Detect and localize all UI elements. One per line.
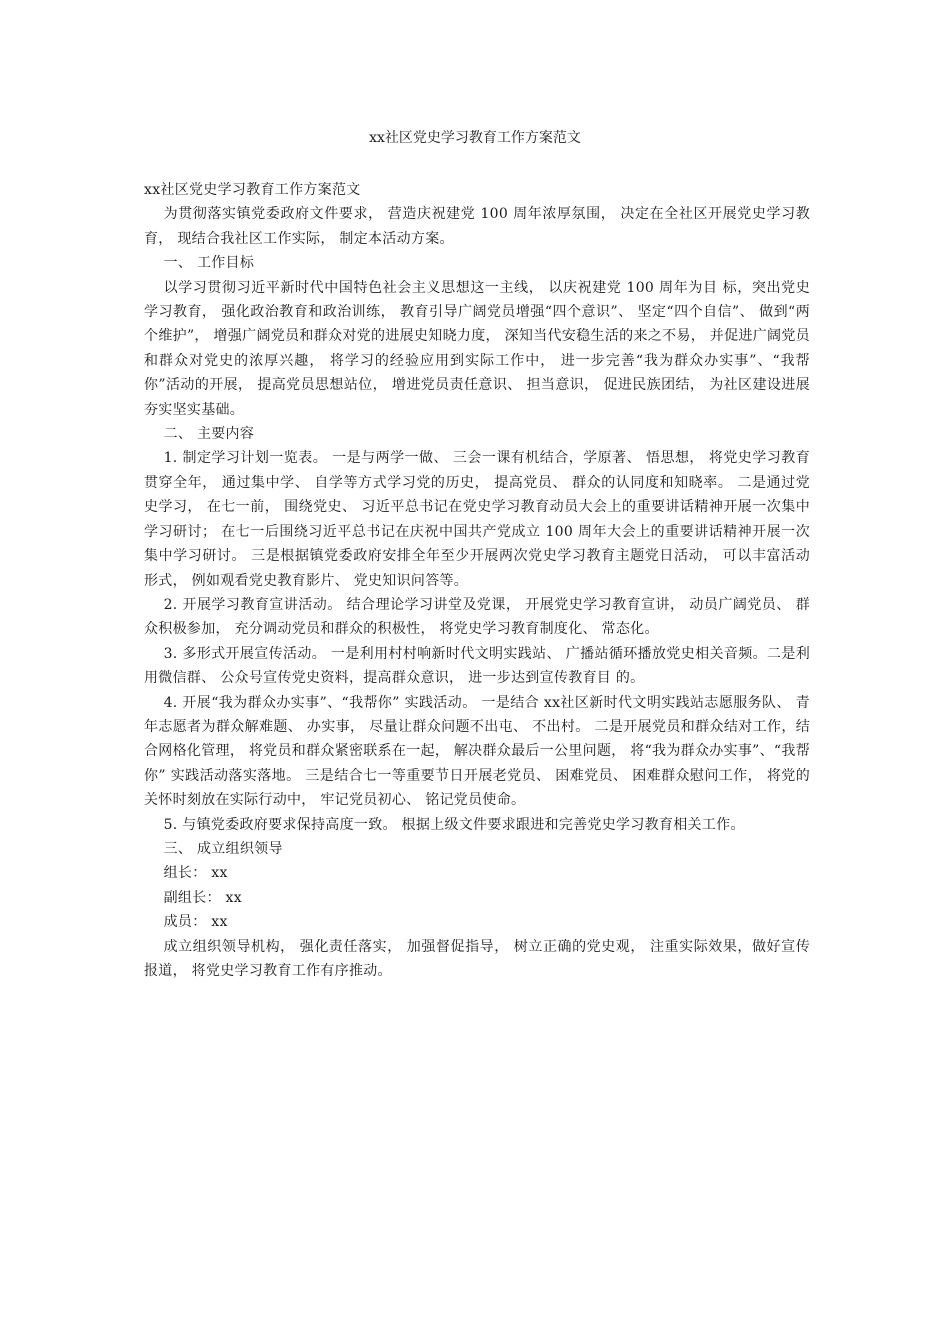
section-heading-organization: 三、 成立组织领导 bbox=[163, 840, 283, 857]
content-item-4: 4. 开展“我为群众办实事”、“我帮你” 实践活动。 一是结合 xx社区新时代文明实践站志愿服务队、 青年志愿者为群众解难题、 办实事， 尽量让群众问题不出屯、 不出村。 二是开展党员和群众结对工作，结合网格化管理， 将党员和群众紧密联系在一起， 解决群众最后一公里问题， 将“我为群众办实事”、“我帮你” 实践活动落实落地。 三是结合七一等重要节日开展老党员、 困难党员、 困难群众慰问工作， 将党的关怀时刻放在实际行动中， 牢记党员初心、 铭记党员使命。 bbox=[144, 694, 810, 809]
document-subtitle: xx社区党史学习教育工作方案范文 bbox=[144, 182, 361, 198]
closing-paragraph: 成立组织领导机构， 强化责任落实， 加强督促指导， 树立正确的党史观， 注重实际效果，做好宣传报道， 将党史学习教育工作有序推动。 bbox=[144, 938, 810, 979]
section-heading-content: 二、 主要内容 bbox=[163, 426, 255, 443]
members-line: 成员： xx bbox=[163, 914, 228, 931]
content-item-1: 1. 制定学习计划一览表。 一是与两学一做、 三会一课有机结合，学原著、 悟思想， 将党史学习教育贯穿全年， 通过集中学、 自学等方式学习党的历史， 提高党员、 群众的认同度和知晓率。 二是通过党史学习， 在七一前， 围绕党史、 习近平总书记在党史学习教育动员大会上的重要讲话精神开展一次集中学习研讨； 在七一后围绕习近平总书记在庆祝中国共产党成立 100 周年大会上的重要讲话精神开展一次集中学习研讨。 三是根据镇党委政府安排全年至少开展两次党史学习教育主题党日活动， 可以丰富活动形式， 例如观看党史教育影片、 党史知识问答等。 bbox=[144, 450, 810, 589]
deputy-leader-line: 副组长： xx bbox=[163, 889, 242, 906]
content-item-2: 2. 开展学习教育宣讲活动。 结合理论学习讲堂及党课， 开展党史学习教育宣讲， 动员广阔党员、 群众积极参加， 充分调动党员和群众的积极性， 将党史学习教育制度化、 常态化。 bbox=[144, 596, 810, 638]
document-body bbox=[144, 178, 810, 983]
goals-paragraph: 以学习贯彻习近平新时代中国特色社会主义思想这一主线， 以庆祝建党 100 周年为目 标，突出党史学习教育， 强化政治教育和政治训练， 教育引导广阔党员增强“四个意识”、 坚定“四个自信”、 做到“两个维护”， 增强广阔党员和群众对党的进展史知晓力度， 深知当代安稳生活的来之不易， 并促进广阔党员和群众对党史的浓厚兴趣， 将学习的经验应用到实际工作中， 进一步完善“我为群众办实事”、“我帮你”活动的开展， 提高党员思想站位， 增进党员责任意识、 担当意识， 促进民族团结， 为社区建设进展夯实坚实基础。 bbox=[144, 279, 810, 418]
content-item-5: 5. 与镇党委政府要求保持高度一致。 根据上级文件要求跟进和完善党史学习教育相关工作。 bbox=[163, 816, 745, 833]
section-heading-goals: 一、 工作目标 bbox=[163, 255, 255, 272]
leader-line: 组长： xx bbox=[163, 865, 228, 882]
page-title: xx社区党史学习教育工作方案范文 bbox=[369, 130, 581, 146]
content-item-3: 3. 多形式开展宣传活动。 一是利用村村响新时代文明实践站、 广播站循环播放党史相关音频。二是利用微信群、 公众号宣传党史资料，提高群众意识， 进一步达到宣传教育目 的。 bbox=[144, 645, 810, 687]
intro-paragraph: 为贯彻落实镇党委政府文件要求， 营造庆祝建党 100 周年浓厚氛围， 决定在全社区开展党史学习教育， 现结合我社区工作实际， 制定本活动方案。 bbox=[144, 206, 810, 247]
